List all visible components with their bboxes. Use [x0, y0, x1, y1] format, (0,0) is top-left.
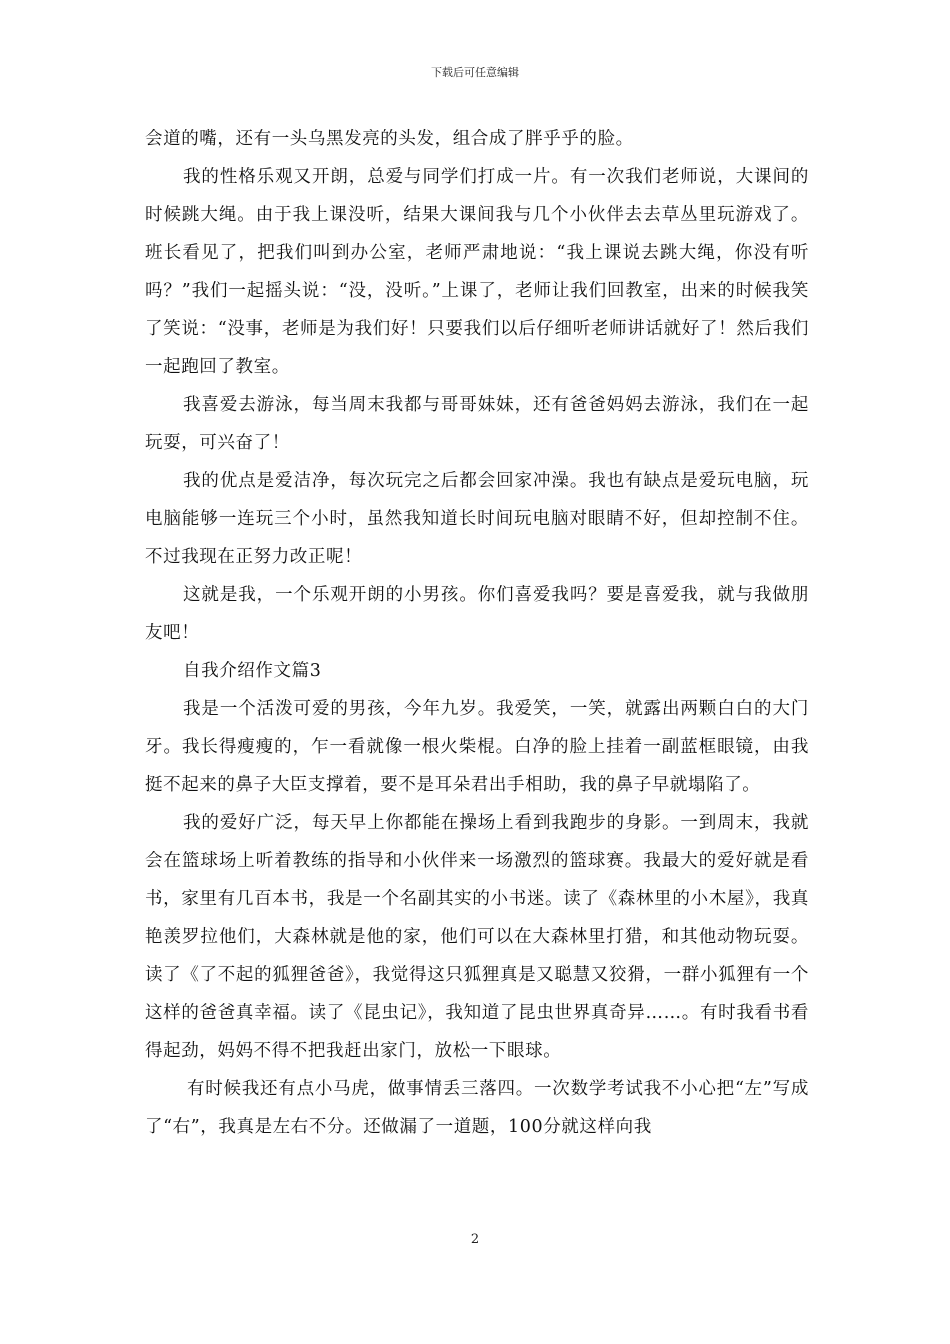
paragraph: 有时候我还有点小马虎，做事情丢三落四。一次数学考试我不小心把“左”写成了“右”，我真是左右不分。还做漏了一道题，100分就这样向我	[145, 1079, 809, 1137]
paragraph: 会道的嘴，还有一头乌黑发亮的头发，组合成了胖乎乎的脸。	[145, 129, 634, 149]
paragraph: 我喜爱去游泳，每当周末我都与哥哥妹妹，还有爸爸妈妈去游泳，我们在一起玩耍，可兴奋了！	[145, 395, 809, 453]
document-body	[145, 120, 809, 1146]
paragraph: 这就是我，一个乐观开朗的小男孩。你们喜爱我吗？要是喜爱我，就与我做朋友吧！	[145, 585, 809, 643]
section-heading: 自我介绍作文篇3	[183, 661, 322, 681]
paragraph: 我的优点是爱洁净，每次玩完之后都会回家冲澡。我也有缺点是爱玩电脑，玩电脑能够一连玩三个小时，虽然我知道长时间玩电脑对眼睛不好，但却控制不住。不过我现在正努力改正呢！	[145, 471, 809, 567]
page-number: 2	[470, 1232, 480, 1247]
paragraph: 我的性格乐观又开朗，总爱与同学们打成一片。有一次我们老师说，大课间的时候跳大绳。由于我上课没听，结果大课间我与几个小伙伴去去草丛里玩游戏了。班长看见了，把我们叫到办公室，老师严肃地说：“我上课说去跳大绳，你没有听吗？”我们一起摇头说：“没，没听。”上课了，老师让我们回教室，出来的时候我笑了笑说：“没事，老师是为我们好！只要我们以后仔细听老师讲话就好了！然后我们一起跑回了教室。	[145, 167, 809, 377]
paragraph: 我的爱好广泛，每天早上你都能在操场上看到我跑步的身影。一到周末，我就会在篮球场上听着教练的指导和小伙伴来一场激烈的篮球赛。我最大的爱好就是看书，家里有几百本书，我是一个名副其实的小书迷。读了《森林里的小木屋》，我真艳羡罗拉他们，大森林就是他的家，他们可以在大森林里打猎，和其他动物玩耍。读了《了不起的狐狸爸爸》，我觉得这只狐狸真是又聪慧又狡猾，一群小狐狸有一个这样的爸爸真幸福。读了《昆虫记》，我知道了昆虫世界真奇异……。有时我看书看得起劲，妈妈不得不把我赶出家门，放松一下眼球。	[145, 813, 809, 1061]
paragraph: 我是一个活泼可爱的男孩，今年九岁。我爱笑，一笑，就露出两颗白白的大门牙。我长得瘦瘦的，乍一看就像一根火柴棍。白净的脸上挂着一副蓝框眼镜，由我挺不起来的鼻子大臣支撑着，要不是耳朵君出手相助，我的鼻子早就塌陷了。	[145, 699, 809, 795]
page-header: 下载后可任意编辑	[431, 66, 519, 79]
